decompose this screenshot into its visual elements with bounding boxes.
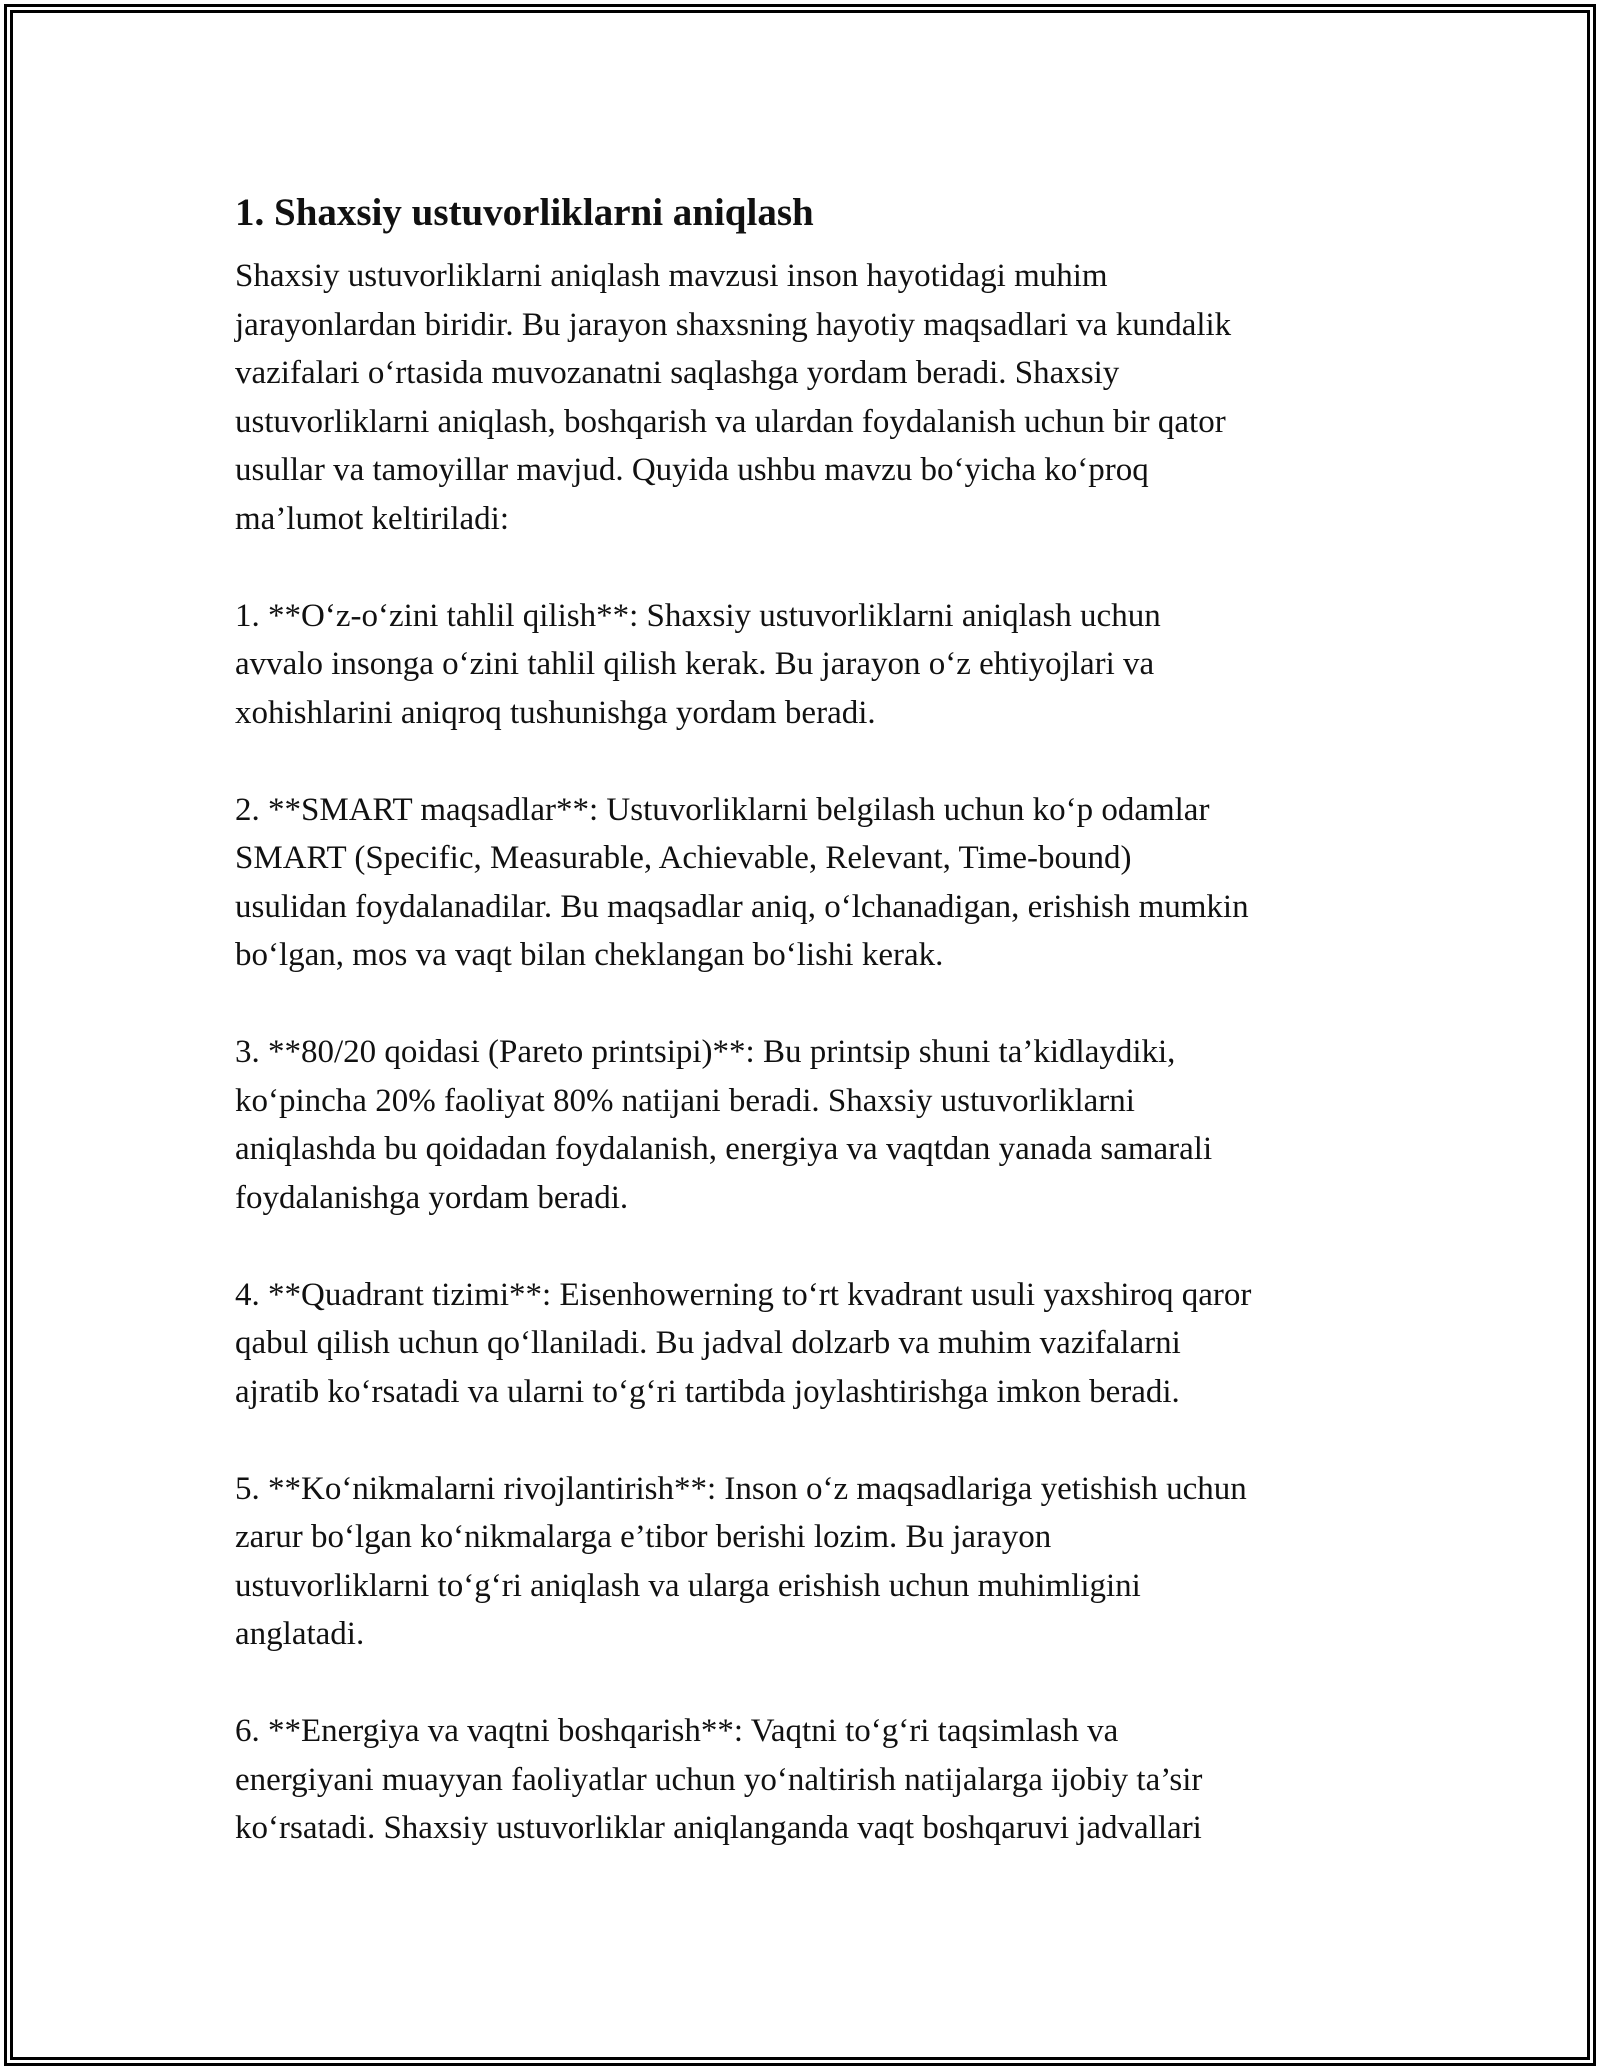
section-title: 1. Shaxsiy ustuvorliklarni aniqlash [235,191,814,234]
document-body [235,186,1385,1853]
list-item-5: 5. **Ko‘nikmalarni rivojlantirish**: Inson o‘z maqsadlariga yetishish uchun zarur bo‘lgan ko‘nikmalarga e’tibor berishi lozim. Bu jarayon ustuvorliklarni to‘g‘ri aniqlash va ularga erishish uchun muhimligini anglatadi. [235,1470,1247,1652]
list-item-3: 3. **80/20 qoidasi (Pareto printsipi)**: Bu printsip shuni ta’kidlaydiki, ko‘pincha 20% faoliyat 80% natijani beradi. Shaxsiy ustuvorliklarni aniqlashda bu qoidadan foydalanish, energiya va vaqtdan yanada samarali foydalanishga yordam beradi. [235,1034,1213,1216]
list-item-1: 1. **O‘z-o‘zini tahlil qilish**: Shaxsiy ustuvorliklarni aniqlash uchun avvalo insonga o‘zini tahlil qilish kerak. Bu jarayon o‘z ehtiyojlari va xohishlarini aniqroq tushunishga yordam beradi. [235,597,1161,731]
list-item-4: 4. **Quadrant tizimi**: Eisenhowerning to‘rt kvadrant usuli yaxshiroq qaror qabul qilish uchun qo‘llaniladi. Bu jadval dolzarb va muhim vazifalarni ajratib ko‘rsatadi va ularni to‘g‘ri tartibda joylashtirishga imkon beradi. [235,1276,1252,1410]
intro-paragraph: Shaxsiy ustuvorliklarni aniqlash mavzusi inson hayotidagi muhim jarayonlardan biridir. Bu jarayon shaxsning hayotiy maqsadlari va kundalik vazifalari o‘rtasida muvozanatni saqlashga yordam beradi. Shaxsiy ustuvorliklarni aniqlash, boshqarish va ulardan foydalanish uchun bir qator usullar va tamoyillar mavjud. Quyida ushbu mavzu bo‘yicha ko‘proq ma’lumot keltiriladi: [235,258,1232,537]
list-item-2: 2. **SMART maqsadlar**: Ustuvorliklarni belgilash uchun ko‘p odamlar SMART (Specific, Measurable, Achievable, Relevant, Time-bound) usulidan foydalanadilar. Bu maqsadlar aniq, o‘lchanadigan, erishish mumkin bo‘lgan, mos va vaqt bilan cheklangan bo‘lishi kerak. [235,791,1249,973]
list-item-6: 6. **Energiya va vaqtni boshqarish**: Vaqtni to‘g‘ri taqsimlash va energiyani muayyan faoliyatlar uchun yo‘naltirish natijalarga ijobiy ta’sir ko‘rsatadi. Shaxsiy ustuvorliklar aniqlanganda vaqt boshqaruvi jadvallari [235,1713,1203,1846]
